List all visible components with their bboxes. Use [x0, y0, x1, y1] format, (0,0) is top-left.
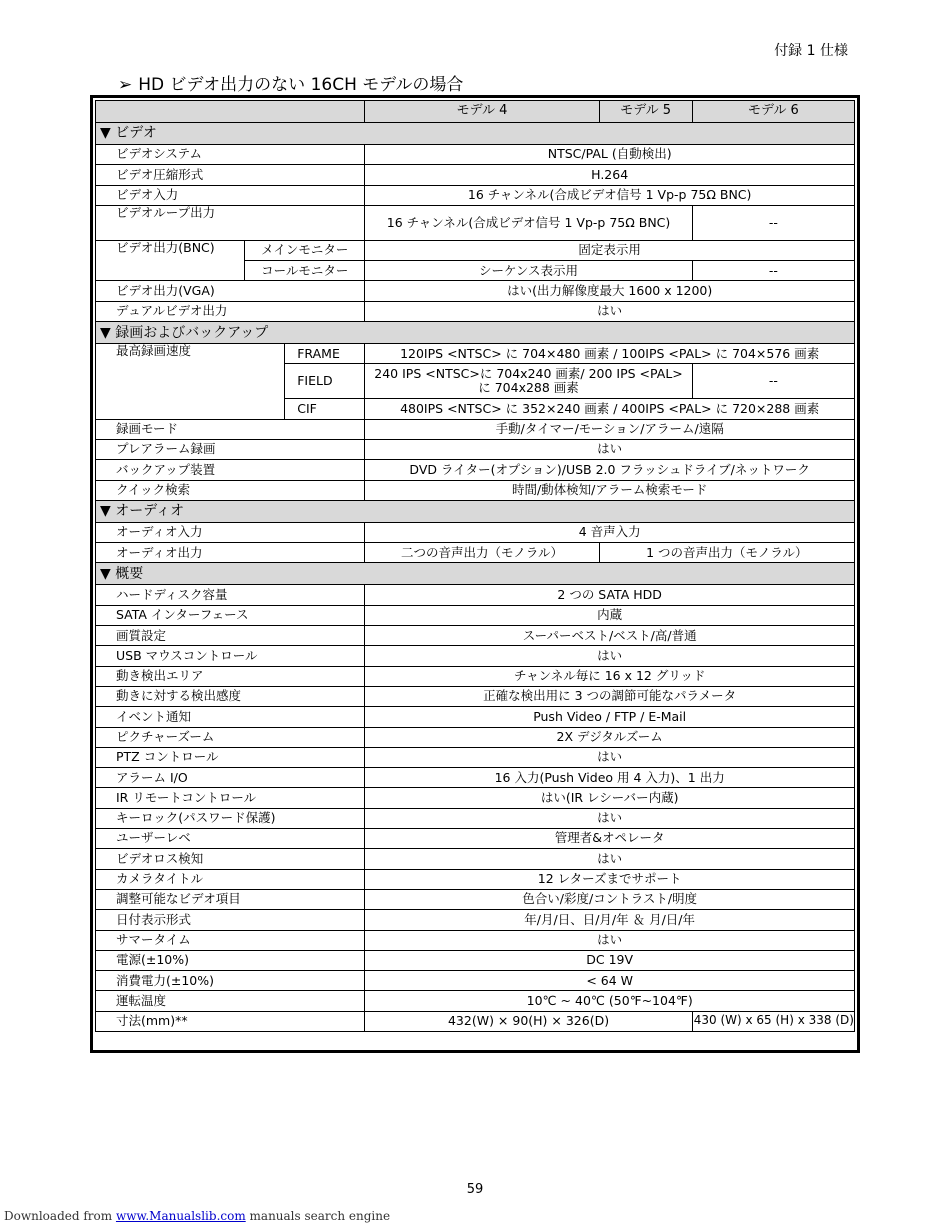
row-value: シーケンス表示用	[365, 261, 692, 281]
row-value: NTSC/PAL (自動検出)	[365, 145, 855, 165]
row-label: IR リモートコントロール	[96, 788, 365, 808]
table-row	[96, 522, 855, 542]
row-label: USB マウスコントロール	[96, 646, 365, 666]
table-row	[96, 585, 855, 605]
footer-link[interactable]: www.Manualslib.com	[115, 1209, 246, 1223]
row-label: 日付表示形式	[96, 910, 365, 930]
table-row	[96, 889, 855, 909]
row-label: 電源(±10%)	[96, 950, 365, 970]
table-row	[96, 646, 855, 666]
row-value: はい	[365, 747, 855, 767]
row-value: 固定表示用	[365, 240, 855, 260]
footer-prefix: Downloaded from	[4, 1209, 113, 1223]
category-general: ▼ 概要	[96, 563, 855, 585]
row-value: < 64 W	[365, 971, 855, 991]
table-row	[96, 281, 855, 301]
row-value: 2X デジタルズーム	[365, 727, 855, 747]
row-label: ユーザーレベ	[96, 829, 365, 849]
col-model-5: モデル 5	[599, 101, 692, 123]
row-label: 最高録画速度	[96, 344, 285, 420]
row-value: 16 チャンネル(合成ビデオ信号 1 Vp-p 75Ω BNC)	[365, 205, 692, 240]
row-label: 録画モード	[96, 419, 365, 439]
row-value: 16 チャンネル(合成ビデオ信号 1 Vp-p 75Ω BNC)	[365, 185, 855, 205]
row-label: ビデオ圧縮形式	[96, 165, 365, 185]
row-value: スーパーベスト/ベスト/高/普通	[365, 626, 855, 646]
sub-label: FRAME	[285, 344, 365, 364]
table-row	[96, 419, 855, 439]
row-label: ビデオ出力(BNC)	[96, 240, 245, 281]
row-value: はい	[365, 849, 855, 869]
appendix-header: 付録 1 仕様	[774, 43, 848, 59]
table-row	[96, 747, 855, 767]
table-row	[96, 686, 855, 706]
row-label: ビデオループ出力	[96, 205, 365, 240]
footer-suffix: manuals search engine	[249, 1209, 391, 1223]
table-row	[96, 666, 855, 686]
table-row	[96, 480, 855, 500]
category-row	[96, 123, 855, 145]
row-label: 消費電力(±10%)	[96, 971, 365, 991]
row-label: ピクチャーズーム	[96, 727, 365, 747]
row-label: SATA インターフェース	[96, 605, 365, 625]
section-title-text: HD ビデオ出力のない 16CH モデルの場合	[138, 75, 464, 95]
row-label: クイック検索	[96, 480, 365, 500]
table-row	[96, 240, 855, 260]
table-row	[96, 768, 855, 788]
row-value: 240 IPS <NTSC>に 704x240 画素/ 200 IPS <PAL>に 704x288 画素	[365, 364, 692, 399]
table-row	[96, 439, 855, 459]
row-value: はい	[365, 808, 855, 828]
page-number: 59	[466, 1182, 484, 1197]
row-value: 12 レターズまでサポート	[365, 869, 855, 889]
row-value: 年/月/日、日/月/年 ＆ 月/日/年	[365, 910, 855, 930]
table-row	[96, 849, 855, 869]
category-row	[96, 500, 855, 522]
row-label: 動きに対する検出感度	[96, 686, 365, 706]
row-value-model6: --	[692, 205, 854, 240]
row-value: 色合い/彩度/コントラスト/明度	[365, 889, 855, 909]
row-value: はい	[365, 301, 855, 321]
row-value: 時間/動体検知/アラーム検索モード	[365, 480, 855, 500]
row-label: ハードディスク容量	[96, 585, 365, 605]
row-label: 寸法(mm)**	[96, 1011, 365, 1031]
spec-table	[95, 100, 855, 1032]
table-row	[96, 145, 855, 165]
row-label: キーロック(パスワード保護)	[96, 808, 365, 828]
table-row	[96, 808, 855, 828]
row-value: 二つの音声出力（モノラル）	[365, 543, 599, 563]
table-row	[96, 950, 855, 970]
row-label: 動き検出エリア	[96, 666, 365, 686]
table-row	[96, 1011, 855, 1031]
footer	[4, 1209, 390, 1223]
table-row	[96, 869, 855, 889]
table-row	[96, 165, 855, 185]
row-label: ビデオロス検知	[96, 849, 365, 869]
category-row	[96, 322, 855, 344]
row-value: 4 音声入力	[365, 522, 855, 542]
sub-label: メインモニター	[245, 240, 365, 260]
row-value: 432(W) × 90(H) × 326(D)	[365, 1011, 692, 1031]
row-label: 運転温度	[96, 991, 365, 1011]
table-row	[96, 301, 855, 321]
row-label: アラーム I/O	[96, 768, 365, 788]
row-value: はい(IR レシーバー内蔵)	[365, 788, 855, 808]
row-label: オーディオ入力	[96, 522, 365, 542]
row-value: 正確な検出用に 3 つの調節可能なパラメータ	[365, 686, 855, 706]
row-label: サマータイム	[96, 930, 365, 950]
category-record: ▼ 録画およびバックアップ	[96, 322, 855, 344]
row-label: バックアップ装置	[96, 460, 365, 480]
table-row	[96, 971, 855, 991]
category-audio: ▼ オーディオ	[96, 500, 855, 522]
row-value: はい	[365, 930, 855, 950]
table-row	[96, 910, 855, 930]
row-value: DVD ライター(オプション)/USB 2.0 フラッシュドライブ/ネットワーク	[365, 460, 855, 480]
row-label: ビデオ入力	[96, 185, 365, 205]
row-label: プレアラーム録画	[96, 439, 365, 459]
spec-table-frame	[90, 95, 860, 1053]
row-value: DC 19V	[365, 950, 855, 970]
row-value: はい	[365, 646, 855, 666]
row-value: 10℃ ~ 40℃ (50℉~104℉)	[365, 991, 855, 1011]
row-value-model56: 1 つの音声出力（モノラル）	[599, 543, 854, 563]
table-row	[96, 543, 855, 563]
row-value-model6: --	[692, 364, 854, 399]
section-title	[118, 70, 463, 95]
category-row	[96, 563, 855, 585]
row-value: 内蔵	[365, 605, 855, 625]
row-value: チャンネル毎に 16 x 12 グリッド	[365, 666, 855, 686]
row-value: はい(出力解像度最大 1600 x 1200)	[365, 281, 855, 301]
table-row	[96, 829, 855, 849]
table-row	[96, 727, 855, 747]
table-row	[96, 605, 855, 625]
row-value: Push Video / FTP / E-Mail	[365, 707, 855, 727]
category-video: ▼ ビデオ	[96, 123, 855, 145]
row-label: PTZ コントロール	[96, 747, 365, 767]
table-row	[96, 788, 855, 808]
row-value: 手動/タイマー/モーション/アラーム/遠隔	[365, 419, 855, 439]
sub-label: CIF	[285, 399, 365, 419]
row-value-model6: 430 (W) x 65 (H) x 338 (D)	[692, 1011, 854, 1031]
row-value: 16 入力(Push Video 用 4 入力)、1 出力	[365, 768, 855, 788]
row-label: 画質設定	[96, 626, 365, 646]
table-row	[96, 205, 855, 240]
col-model-4: モデル 4	[365, 101, 599, 123]
table-row	[96, 626, 855, 646]
row-value: 2 つの SATA HDD	[365, 585, 855, 605]
row-label: 調整可能なビデオ項目	[96, 889, 365, 909]
row-value: 管理者&オペレータ	[365, 829, 855, 849]
table-row	[96, 707, 855, 727]
table-row	[96, 185, 855, 205]
sub-label: FIELD	[285, 364, 365, 399]
table-row	[96, 930, 855, 950]
row-label: ビデオシステム	[96, 145, 365, 165]
row-value: はい	[365, 439, 855, 459]
table-header-row	[96, 101, 855, 123]
row-label: カメラタイトル	[96, 869, 365, 889]
row-value: 480IPS <NTSC> に 352×240 画素 / 400IPS <PAL> に 720×288 画素	[365, 399, 855, 419]
sub-label: コールモニター	[245, 261, 365, 281]
header-blank-cell	[96, 101, 365, 123]
row-label: オーディオ出力	[96, 543, 365, 563]
row-value-model6: --	[692, 261, 854, 281]
row-label: ビデオ出力(VGA)	[96, 281, 365, 301]
table-row	[96, 344, 855, 364]
row-value: 120IPS <NTSC> に 704×480 画素 / 100IPS <PAL> に 704×576 画素	[365, 344, 855, 364]
col-model-6: モデル 6	[692, 101, 854, 123]
row-label: イベント通知	[96, 707, 365, 727]
row-value: H.264	[365, 165, 855, 185]
table-row	[96, 991, 855, 1011]
table-row	[96, 460, 855, 480]
row-label: デュアルビデオ出力	[96, 301, 365, 321]
arrow-icon: ➢	[118, 75, 133, 95]
